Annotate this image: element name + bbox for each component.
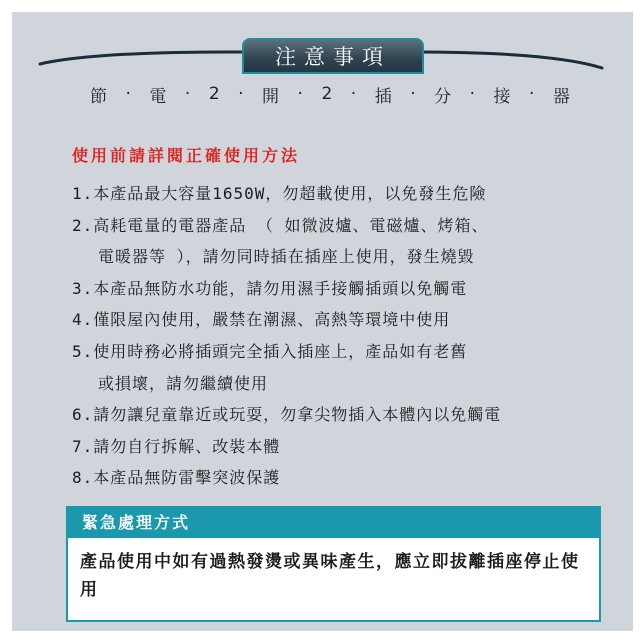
safety-rule-item: 或損壞，請勿繼續使用 (98, 373, 269, 393)
subtitle-dot: · (184, 84, 191, 104)
emergency-text: 產品使用中如有過熱發燙或異味產生，應立即拔離插座停止使用 (80, 552, 580, 600)
emergency-box (66, 506, 601, 622)
safety-rules-list (72, 178, 632, 494)
subtitle-dot: · (297, 84, 303, 104)
subtitle-char: 開 (262, 86, 280, 107)
warning-heading: 使用前請詳閱正確使用方法 (72, 146, 301, 165)
subtitle-char: 2 (321, 84, 333, 104)
safety-rule-item: 6.請勿讓兒童靠近或玩耍，勿拿尖物插入本體內以免觸電 (72, 405, 502, 425)
safety-rule-item: 1.本產品最大容量1650W，勿超載使用，以免發生危險 (72, 184, 487, 203)
subtitle-dot: · (350, 84, 357, 104)
product-name (90, 79, 570, 109)
subtitle-dot: · (469, 84, 475, 104)
safety-rule-item: 8.本產品無防雷擊突波保護 (72, 468, 281, 488)
notice-title-tab (242, 38, 424, 74)
subtitle-char: 分 (434, 86, 452, 107)
subtitle-dot: · (529, 84, 535, 104)
subtitle-char: 器 (552, 86, 570, 107)
safety-rule-item: 3.本產品無防水功能，請勿用濕手接觸插頭以免觸電 (72, 278, 468, 298)
subtitle-char: 節 (90, 86, 107, 107)
safety-rule-item: 2.高耗電量的電器產品 （ 如微波爐、電磁爐、烤箱、 (72, 215, 489, 235)
emergency-title: 緊急處理方式 (68, 508, 599, 538)
safety-rule-item: 4.僅限屋內使用，嚴禁在潮濕、高熱等環境中使用 (72, 310, 451, 330)
notice-title: 注意事項 (275, 45, 391, 69)
subtitle-char: 電 (149, 86, 167, 107)
subtitle-char: 插 (374, 86, 392, 107)
subtitle-dot: · (125, 84, 131, 104)
subtitle-dot: · (238, 84, 244, 104)
subtitle-dot: · (410, 84, 416, 104)
safety-rule-item: 7.請勿自行拆解、改裝本體 (72, 436, 281, 456)
notice-panel (12, 12, 633, 631)
subtitle-char: 2 (208, 84, 220, 104)
subtitle-char: 接 (493, 86, 511, 107)
safety-rule-item: 電暖器等 ），請勿同時插在插座上使用，發生燒毀 (98, 247, 475, 267)
safety-rule-item: 5.使用時務必將插頭完全插入插座上，產品如有老舊 (72, 341, 468, 361)
